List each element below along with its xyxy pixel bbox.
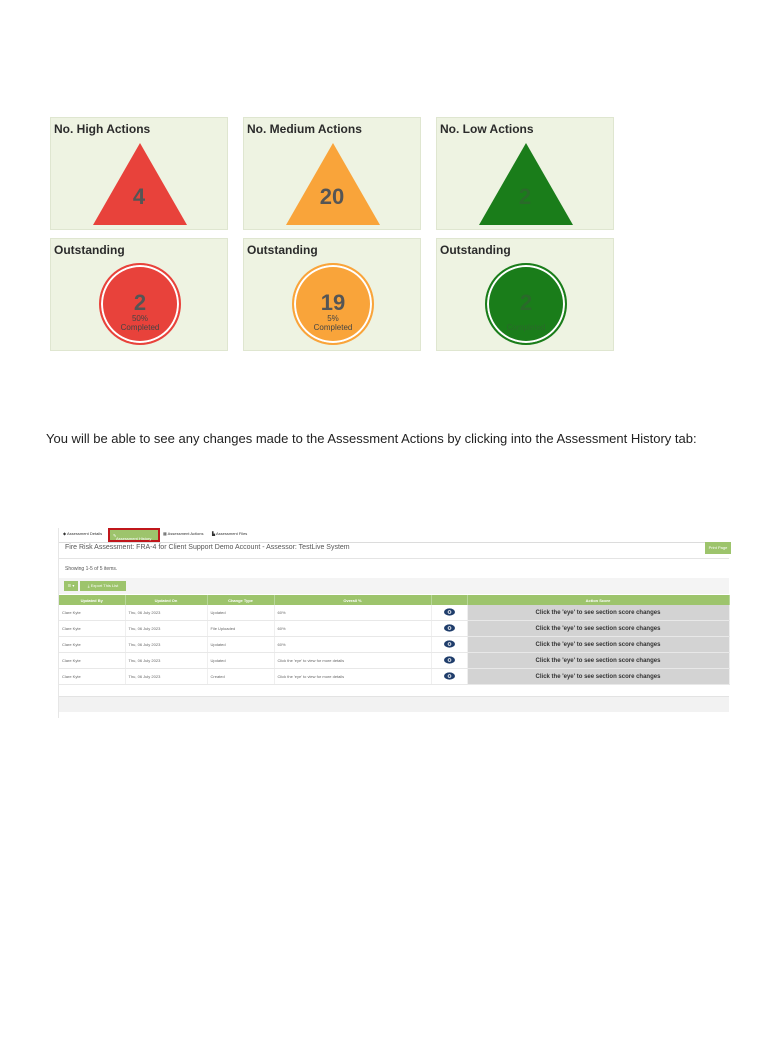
overall-cell: 60%: [274, 621, 431, 637]
tab-bar: [59, 528, 729, 543]
card-title: No. High Actions: [54, 122, 151, 136]
column-header[interactable]: Action Score: [467, 595, 729, 605]
overall-cell: Click the 'eye' to view for more details: [274, 669, 431, 685]
eye-icon[interactable]: [444, 624, 455, 632]
updated-by-cell: Clare Kyte: [59, 605, 125, 621]
high-actions-card: [50, 117, 228, 230]
medium-outstanding-circle: [292, 263, 374, 345]
eye-icon[interactable]: [444, 656, 455, 664]
card-title: No. Medium Actions: [247, 122, 362, 136]
divider: [59, 558, 729, 559]
history-table: [59, 595, 730, 685]
updated-on-cell: Thu, 06 July 2023: [125, 669, 207, 685]
table-row: [59, 669, 729, 685]
change-type-cell: Updated: [207, 605, 274, 621]
change-type-cell: Updated: [207, 637, 274, 653]
table-row: [59, 637, 729, 653]
high-percent: 50%: [131, 314, 148, 323]
updated-on-cell: Thu, 06 July 2023: [125, 637, 207, 653]
updated-on-cell: Thu, 06 July 2023: [125, 621, 207, 637]
updated-by-cell: Clare Kyte: [59, 637, 125, 653]
card-title: Outstanding: [440, 243, 511, 257]
view-cell: [431, 637, 467, 653]
updated-on-cell: Thu, 06 July 2023: [125, 605, 207, 621]
action-score-cell: Click the 'eye' to see section score changes: [467, 653, 729, 669]
high-outstanding-count: 2: [133, 290, 147, 315]
updated-on-cell: Thu, 06 July 2023: [125, 653, 207, 669]
column-header: [431, 595, 467, 605]
medium-actions-count: 20: [319, 184, 345, 209]
column-header[interactable]: Change Type: [207, 595, 274, 605]
high-outstanding-card: [50, 238, 228, 351]
overall-cell: 60%: [274, 605, 431, 621]
grid-toolbar: [59, 578, 729, 594]
column-header[interactable]: Overall %: [274, 595, 431, 605]
medium-completed-label: Completed: [313, 323, 353, 332]
instruction-text: You will be able to see any changes made to the Assessment Actions by clicking into the Assessment History tab:: [46, 431, 697, 446]
tab-assessment-actions[interactable]: ▦ Assessment Actions: [163, 531, 204, 536]
page-title: Fire Risk Assessment: FRA-4 for Client Support Demo Account - Assessor: TestLive System: [65, 544, 350, 551]
view-cell: [431, 653, 467, 669]
updated-by-cell: Clare Kyte: [59, 621, 125, 637]
tab-assessment-details[interactable]: ◆ Assessment Details: [63, 531, 103, 536]
medium-outstanding-count: 19: [320, 290, 346, 315]
medium-percent: 5%: [327, 314, 339, 323]
tab-assessment-history[interactable]: ✎ Assessment History: [108, 528, 160, 542]
print-page-button[interactable]: Print Page: [705, 542, 731, 554]
table-row: [59, 605, 729, 621]
action-score-cell: Click the 'eye' to see section score changes: [467, 637, 729, 653]
eye-icon[interactable]: [444, 608, 455, 616]
view-cell: [431, 621, 467, 637]
updated-by-cell: Clare Kyte: [59, 669, 125, 685]
table-footer: [59, 696, 729, 712]
medium-actions-card: [243, 117, 421, 230]
high-outstanding-circle: [99, 263, 181, 345]
table-row: [59, 653, 729, 669]
low-outstanding-circle: [485, 263, 567, 345]
low-actions-card: [436, 117, 614, 230]
card-title: No. Low Actions: [440, 122, 534, 136]
low-outstanding-card: [436, 238, 614, 351]
action-score-cell: Click the 'eye' to see section score changes: [467, 621, 729, 637]
export-list-button[interactable]: ⤓ Export This List: [80, 581, 126, 591]
change-type-cell: Created: [207, 669, 274, 685]
change-type-cell: Updated: [207, 653, 274, 669]
eye-icon[interactable]: [444, 640, 455, 648]
table-header-row: [59, 595, 729, 605]
action-score-cell: Click the 'eye' to see section score changes: [467, 605, 729, 621]
showing-summary: Showing 1-5 of 5 items.: [65, 566, 118, 572]
view-cell: [431, 669, 467, 685]
updated-by-cell: Clare Kyte: [59, 653, 125, 669]
low-completed-label: Completed: [506, 323, 546, 332]
high-completed-label: Completed: [120, 323, 160, 332]
view-cell: [431, 605, 467, 621]
column-header[interactable]: Updated By: [59, 595, 125, 605]
action-score-cell: Click the 'eye' to see section score changes: [467, 669, 729, 685]
overall-cell: Click the 'eye' to view for more details: [274, 653, 431, 669]
table-row: [59, 621, 729, 637]
overall-cell: 60%: [274, 637, 431, 653]
grid-menu-button[interactable]: ☰ ▾: [64, 581, 78, 591]
medium-outstanding-card: [243, 238, 421, 351]
assessment-history-screenshot: [58, 528, 729, 718]
low-actions-count: 2: [518, 184, 532, 209]
change-type-cell: File Uploaded: [207, 621, 274, 637]
low-outstanding-count: 2: [519, 290, 533, 315]
tab-assessment-files[interactable]: ▙ Assessment Files: [212, 531, 248, 536]
card-title: Outstanding: [247, 243, 318, 257]
eye-icon[interactable]: [444, 672, 455, 680]
card-title: Outstanding: [54, 243, 125, 257]
high-actions-count: 4: [132, 184, 146, 209]
column-header[interactable]: Updated On: [125, 595, 207, 605]
